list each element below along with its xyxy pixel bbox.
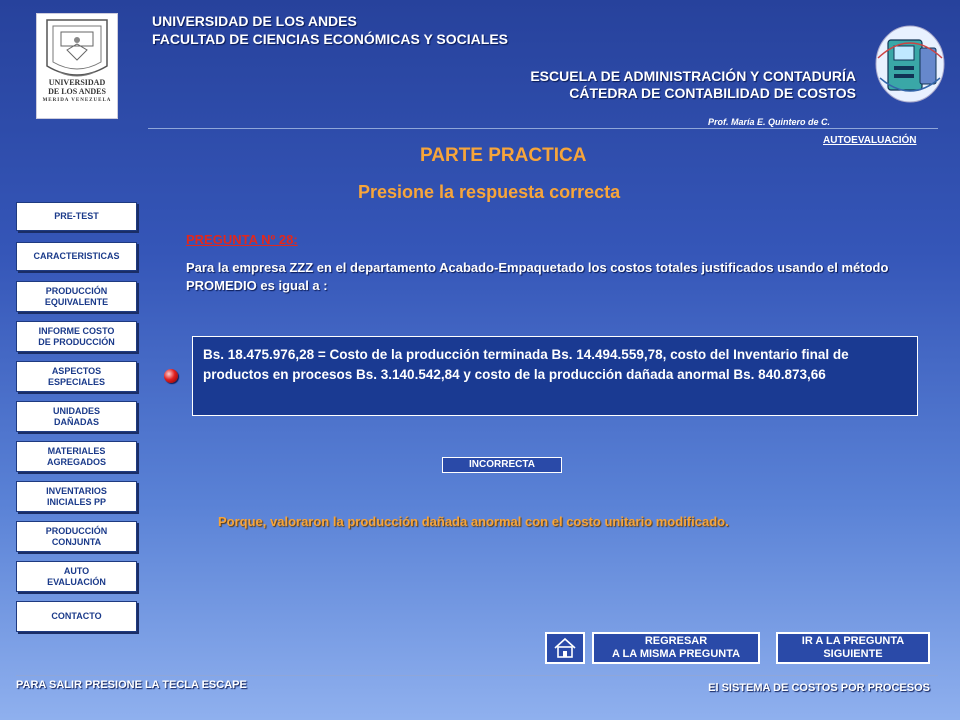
school-name: ESCUELA DE ADMINISTRACIÓN Y CONTADURÍA: [530, 68, 856, 84]
next-question-button[interactable]: IR A LA PREGUNTA SIGUIENTE: [776, 632, 930, 664]
question-text: Para la empresa ZZZ en el departamento Acabado-Empaquetado los costos totales justificados usando el método PROMEDIO es igual a :: [186, 260, 889, 293]
sidebar-item-aspectos-especiales[interactable]: ASPECTOS ESPECIALES: [16, 361, 137, 392]
sidebar-item-caracteristicas[interactable]: CARACTERISTICAS: [16, 242, 137, 271]
autoevaluacion-link[interactable]: AUTOEVALUACIÓN: [823, 135, 917, 146]
university-name: UNIVERSIDAD DE LOS ANDES: [152, 13, 357, 29]
footer-exit-hint: PARA SALIR PRESIONE LA TECLA ESCAPE: [16, 679, 247, 691]
sidebar-item-materiales-agregados[interactable]: MATERIALES AGREGADOS: [16, 441, 137, 472]
back-same-question-button[interactable]: REGRESAR A LA MISMA PREGUNTA: [592, 632, 760, 664]
sidebar-item-inventarios-iniciales[interactable]: INVENTARIOS INICIALES PP: [16, 481, 137, 512]
home-icon: [552, 637, 578, 659]
answer-option[interactable]: Bs. 18.475.976,28 = Costo de la producción terminada Bs. 14.494.559,78, costo del Inventario final de productos en procesos Bs. 3.140.542,84 y costo de la producción dañada anormal Bs. 840.873,66: [192, 336, 918, 416]
sidebar-item-contacto[interactable]: CONTACTO: [16, 601, 137, 632]
question-label: PREGUNTA Nº 28:: [186, 232, 298, 247]
home-button[interactable]: [545, 632, 585, 664]
header-divider: [148, 128, 938, 129]
logo-text-line1: UNIVERSIDAD: [48, 78, 106, 87]
sidebar-item-produccion-conjunta[interactable]: PRODUCCIÓN CONJUNTA: [16, 521, 137, 552]
sidebar-item-informe-costo[interactable]: INFORME COSTO DE PRODUCCIÓN: [16, 321, 137, 352]
computer-graphic-icon: [870, 18, 950, 108]
bullet-icon: [164, 369, 178, 383]
sidebar-item-unidades-danadas[interactable]: UNIDADES DAÑADAS: [16, 401, 137, 432]
footer-divider: [16, 675, 938, 676]
sidebar-item-autoevaluacion[interactable]: AUTO EVALUACIÓN: [16, 561, 137, 592]
page-subtitle: Presione la respuesta correcta: [358, 182, 621, 202]
professor-name: Prof. María E. Quintero de C.: [708, 117, 831, 127]
sidebar-item-pre-test[interactable]: PRE-TEST: [16, 202, 137, 231]
page-title: PARTE PRACTICA: [420, 145, 587, 166]
footer-system-name: El SISTEMA DE COSTOS POR PROCESOS: [708, 682, 930, 694]
explanation-text: Porque, valoraron la producción dañada anormal con el costo unitario modificado.: [218, 514, 729, 529]
logo-text-line3: MERIDA VENEZUELA: [42, 98, 112, 103]
status-badge: INCORRECTA: [442, 457, 562, 473]
faculty-name: FACULTAD DE CIENCIAS ECONÓMICAS Y SOCIALES: [152, 31, 508, 47]
logo-text-line2: DE LOS ANDES: [48, 87, 106, 96]
sidebar-item-produccion-equivalente[interactable]: PRODUCCIÓN EQUIVALENTE: [16, 281, 137, 312]
chair-name: CÁTEDRA DE CONTABILIDAD DE COSTOS: [569, 85, 856, 101]
